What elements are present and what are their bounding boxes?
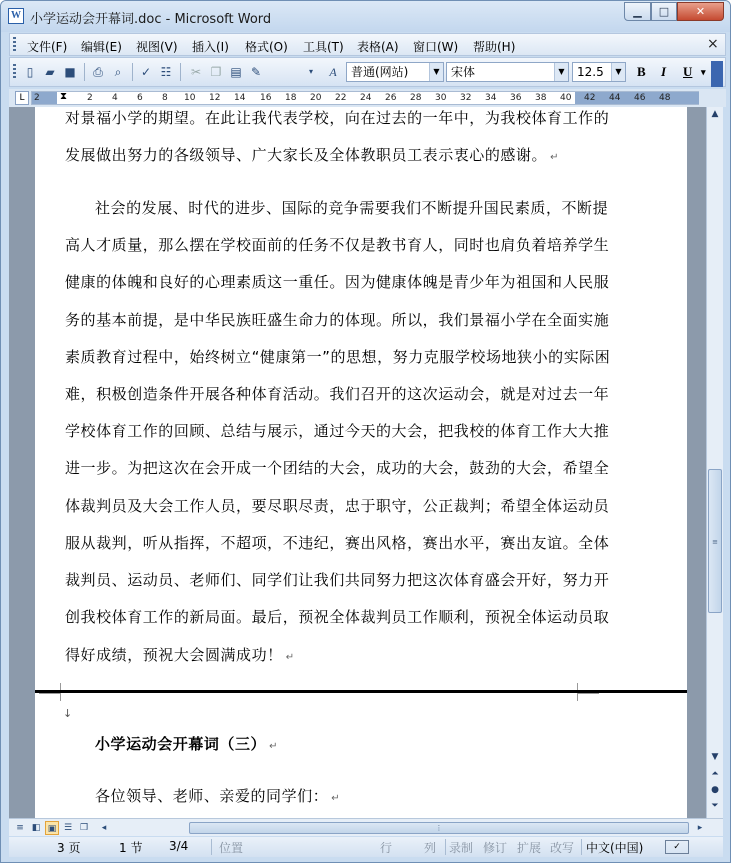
ruler-tick: 46	[634, 93, 646, 103]
normal-view-icon[interactable]: ≡	[16, 823, 24, 833]
outline-view-icon[interactable]: ☰	[63, 823, 73, 833]
text-line[interactable]: 学校体育工作的回顾、总结与展示，通过今天的大会，把我校的体育工作大大推	[65, 422, 610, 440]
text-line[interactable]: 社会的发展、时代的进步、国际的竞争需要我们不断提升国民素质，不断提	[95, 199, 609, 217]
styles-pane-icon[interactable]: A	[329, 65, 337, 79]
ruler-tick: 48	[659, 93, 671, 103]
window-title: 小学运动会开幕词.doc - Microsoft Word	[30, 12, 272, 27]
toolbar-grip-handle[interactable]	[13, 64, 16, 79]
status-language[interactable]: 中文(中国)	[586, 841, 644, 855]
ruler-tick: 4	[112, 93, 118, 103]
ruler-tick: 30	[435, 93, 447, 103]
previous-page-icon[interactable]: ⏶	[711, 769, 719, 779]
menu-grip-handle[interactable]	[13, 37, 16, 52]
paragraph-mark-icon: ↵	[269, 741, 278, 752]
horizontal-scroll-row	[9, 818, 723, 836]
vertical-scroll-thumb[interactable]: ≡	[708, 469, 722, 613]
ruler-tick: 38	[535, 93, 547, 103]
menu-format[interactable]: 格式(O)	[245, 40, 288, 54]
ruler-tick: 12	[209, 93, 221, 103]
ruler-tick: 42	[584, 93, 596, 103]
paragraph-mark-icon: ↵	[285, 652, 295, 663]
cut-icon[interactable]: ✂	[190, 65, 202, 79]
ruler-tick: 2	[34, 93, 40, 103]
horizontal-ruler[interactable]	[31, 91, 699, 105]
print-preview-icon[interactable]: ⌕	[114, 65, 122, 79]
maximize-button[interactable]: □	[651, 2, 677, 21]
status-section: 1 节	[119, 841, 143, 855]
ruler-tick: 26	[385, 93, 397, 103]
ruler-tick: 36	[510, 93, 522, 103]
text-line[interactable]: 服从裁判，听从指挥，不超项，不违纪，赛出风格，赛出水平，赛出友谊。全体	[65, 534, 610, 552]
menu-insert[interactable]: 插入(I)	[192, 40, 229, 54]
text-line[interactable]: 健康的体魄和良好的心理素质这一重任。因为健康体魄是青少年为祖国和人民服	[65, 273, 610, 291]
scroll-left-icon[interactable]: ◂	[101, 823, 107, 833]
font-size-dropdown[interactable]	[572, 62, 626, 82]
text-line[interactable]: 体裁判员及大会工作人员，要尽职尽责，忠于职守，公正裁判；希望全体运动员	[65, 497, 610, 515]
page2-heading[interactable]: 小学运动会开幕词（三） ↵	[95, 735, 278, 753]
ruler-bar	[9, 89, 726, 107]
spelling-status-icon[interactable]: ✓	[665, 840, 689, 854]
print-icon[interactable]: ⎙	[93, 65, 103, 79]
page-break-arrow-icon: ↓	[63, 707, 73, 720]
close-document-icon[interactable]: ×	[707, 36, 719, 52]
format-painter-icon[interactable]: ✎	[250, 65, 262, 79]
web-layout-view-icon[interactable]: ◧	[31, 823, 41, 833]
select-browse-object-icon[interactable]: ●	[711, 785, 719, 795]
ruler-tick: 8	[162, 93, 168, 103]
status-line: 行	[380, 841, 393, 855]
text-line[interactable]: 创我校体育工作的新局面。最后，预祝全体裁判员工作顺利，预祝全体运动员取	[65, 608, 610, 626]
save-icon[interactable]: ■	[64, 65, 76, 79]
text-line[interactable]: 进一步。为把这次在会开成一个团结的大会，成功的大会，鼓劲的大会，希望全	[65, 459, 610, 477]
status-separator	[445, 839, 446, 855]
menu-view[interactable]: 视图(V)	[136, 40, 178, 54]
ruler-tick: 14	[234, 93, 246, 103]
status-bar	[9, 837, 723, 857]
status-position: 位置	[219, 841, 244, 855]
ruler-tick: 22	[335, 93, 347, 103]
ruler-tick: 24	[360, 93, 372, 103]
crop-mark	[577, 693, 599, 701]
toolbar-options-chevron-icon[interactable]: ▾	[308, 67, 313, 76]
text-line[interactable]: 对景福小学的期望。在此让我代表学校，向在过去的一年中，为我校体育工作的	[65, 109, 610, 127]
paste-icon[interactable]: ▤	[230, 65, 242, 79]
status-page-of: 3/4	[169, 839, 189, 853]
ruler-tick: 18	[285, 93, 297, 103]
ruler-tick: 10	[184, 93, 196, 103]
ruler-tick: 40	[560, 93, 572, 103]
document-area[interactable]	[9, 107, 706, 818]
minimize-button[interactable]: ▁	[624, 2, 651, 21]
title-bar	[1, 1, 731, 32]
spelling-check-icon[interactable]: ✓	[140, 65, 152, 79]
close-button[interactable]: ✕	[677, 2, 724, 21]
ruler-tick: 34	[485, 93, 497, 103]
font-dropdown[interactable]	[446, 62, 569, 82]
status-page: 3 页	[57, 841, 81, 855]
toolbar-separator	[84, 63, 85, 81]
text-line[interactable]: 裁判员、运动员、老师们、同学们让我们共同努力把这次体育盛会开好，努力开	[65, 571, 610, 589]
ruler-tick: 20	[310, 93, 322, 103]
toolbar-separator	[132, 63, 133, 81]
menu-bar	[9, 33, 726, 56]
text-line[interactable]: 得好成绩，预祝大会圆满成功！ ↵	[65, 646, 295, 664]
document-page[interactable]	[35, 693, 687, 818]
scroll-down-icon[interactable]: ▼	[711, 752, 719, 762]
toolbar-overflow-button[interactable]	[711, 61, 723, 87]
menu-window[interactable]: 窗口(W)	[413, 40, 459, 54]
next-page-icon[interactable]: ⏷	[711, 801, 719, 811]
text-line[interactable]: 务的基本前提，是中华民族旺盛生命力的体现。所以，我们景福小学在全面实施	[65, 311, 610, 329]
menu-file[interactable]: 文件(F)	[27, 40, 68, 54]
tab-selector[interactable]: L	[15, 91, 29, 105]
status-separator	[581, 839, 582, 855]
paragraph-mark-icon: ↵	[550, 152, 559, 163]
bold-button[interactable]: B	[637, 64, 646, 79]
new-document-icon[interactable]: ▯	[26, 65, 34, 79]
horizontal-scroll-thumb[interactable]: ⋮	[189, 822, 689, 834]
ruler-tick: 44	[609, 93, 621, 103]
toolbar	[9, 57, 726, 87]
scroll-up-icon[interactable]: ▲	[711, 109, 719, 119]
text-line[interactable]: 难，积极创造条件开展各种体育活动。我们召开的这次运动会，就是对过去一年	[65, 385, 610, 403]
underline-options-chevron-icon[interactable]: ▾	[701, 67, 706, 77]
scroll-right-icon[interactable]: ▸	[697, 823, 703, 833]
chevron-down-icon[interactable]: ▼	[611, 63, 625, 81]
open-folder-icon[interactable]: ▰	[45, 65, 55, 79]
text-line[interactable]: 素质教育过程中，始终树立“健康第一”的思想，努力克服学校场地狭小的实际困	[65, 348, 611, 366]
word-doc-icon: W	[8, 8, 24, 24]
menu-edit[interactable]: 编辑(E)	[81, 40, 122, 54]
underline-button[interactable]: U	[683, 64, 693, 79]
status-column: 列	[424, 841, 437, 855]
ruler-tick: 6	[137, 93, 143, 103]
menu-tools[interactable]: 工具(T)	[303, 40, 344, 54]
status-ovr[interactable]: 改写	[550, 841, 575, 855]
text-line[interactable]: 发展做出努力的各级领导、广大家长及全体教职员工表示衷心的感谢。 ↵	[65, 146, 559, 164]
toolbar-separator	[180, 63, 181, 81]
paragraph-mark-icon: ↵	[331, 793, 341, 804]
crop-mark	[39, 693, 61, 701]
font-value: 宋体	[451, 65, 476, 79]
reading-layout-view-icon[interactable]: ❒	[79, 823, 89, 833]
print-layout-view-icon[interactable]: ▣	[45, 821, 59, 835]
ruler-tick: 16	[260, 93, 272, 103]
text-line[interactable]: 高人才质量，那么摆在学校面前的任务不仅是教书育人，同时也肩负着培养学生	[65, 236, 610, 254]
status-trk[interactable]: 修订	[483, 841, 508, 855]
ruler-tick: 32	[460, 93, 472, 103]
menu-help[interactable]: 帮助(H)	[473, 40, 516, 54]
copy-icon[interactable]: ❐	[210, 65, 222, 79]
chevron-down-icon[interactable]: ▼	[429, 63, 443, 81]
status-separator	[211, 839, 212, 855]
ruler-tick: 28	[410, 93, 422, 103]
status-ext[interactable]: 扩展	[517, 841, 542, 855]
italic-button[interactable]: I	[661, 64, 667, 79]
style-dropdown[interactable]	[346, 62, 444, 82]
menu-table[interactable]: 表格(A)	[357, 40, 399, 54]
ruler-tick: 2	[87, 93, 93, 103]
status-rec[interactable]: 录制	[449, 841, 474, 855]
style-value: 普通(网站)	[351, 65, 409, 79]
chevron-down-icon[interactable]: ▼	[554, 63, 568, 81]
research-icon[interactable]: ☷	[160, 65, 172, 79]
vertical-scrollbar[interactable]	[706, 107, 723, 818]
indent-marker-icon[interactable]: ⧗	[60, 91, 68, 102]
font-size-value: 12.5	[577, 65, 604, 79]
page2-salutation[interactable]: 各位领导、老师、亲爱的同学们： ↵	[95, 787, 341, 805]
